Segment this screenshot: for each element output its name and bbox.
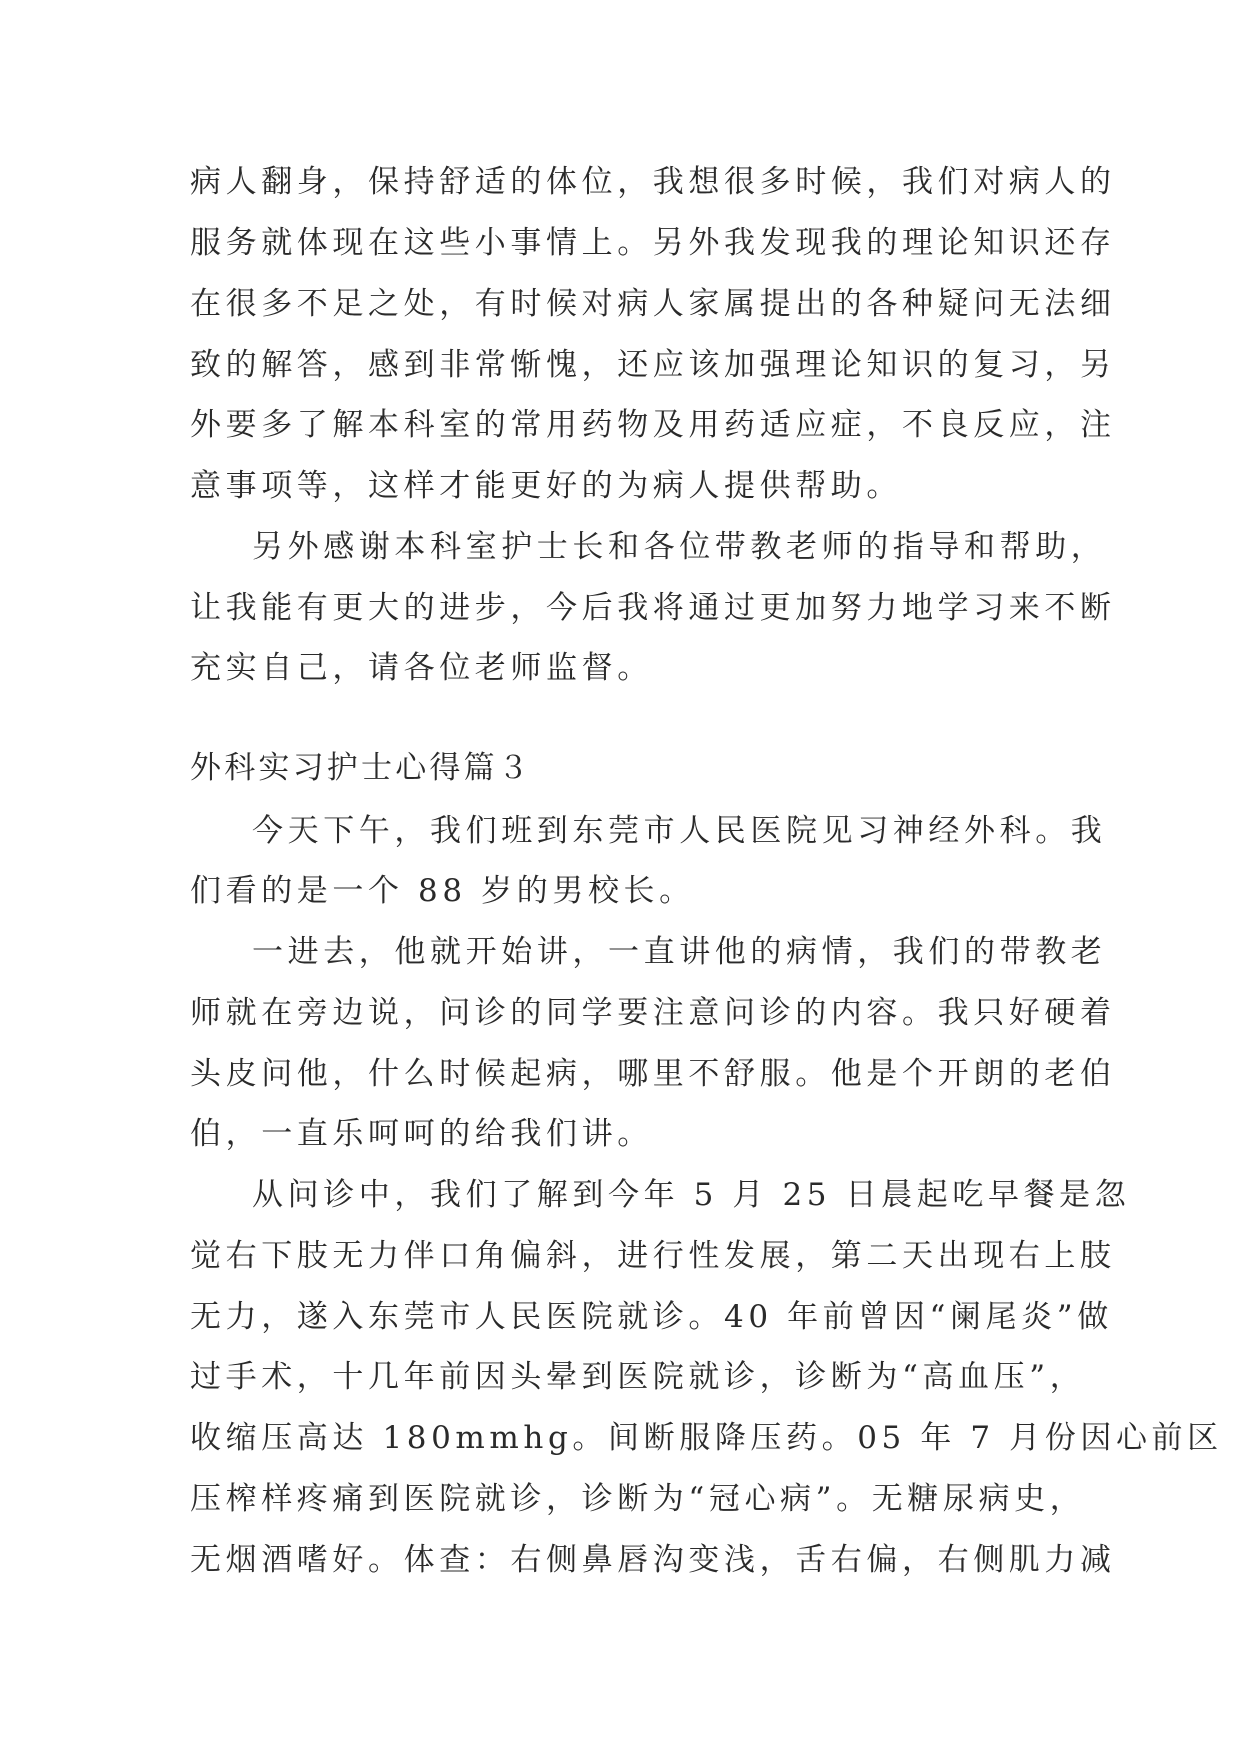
text-line: 从问诊中，我们了解到今年 5 月 25 日晨起吃早餐是忽 <box>252 1177 1131 1213</box>
text-line: 师就在旁边说，问诊的同学要注意问诊的内容。我只好硬着 <box>190 995 1116 1031</box>
text-line: 伯，一直乐呵呵的给我们讲。 <box>190 1116 653 1152</box>
text-line: 觉右下肢无力伴口角偏斜，进行性发展，第二天出现右上肢 <box>190 1238 1116 1274</box>
text-line: 无力，遂入东莞市人民医院就诊。40 年前曾因“阑尾炎”做 <box>190 1299 1113 1335</box>
text-line: 意事项等，这样才能更好的为病人提供帮助。 <box>190 468 902 504</box>
text-line: 头皮问他，什么时候起病，哪里不舒服。他是个开朗的老伯 <box>190 1056 1116 1092</box>
text-line: 外要多了解本科室的常用药物及用药适应症，不良反应，注 <box>190 407 1116 443</box>
text-line: 病人翻身，保持舒适的体位，我想很多时候，我们对病人的 <box>190 164 1116 200</box>
text-line: 今天下午，我们班到东莞市人民医院见习神经外科。我 <box>252 813 1107 849</box>
text-line: 收缩压高达 180mmhg。间断服降压药。05 年 7 月份因心前区 <box>190 1420 1223 1456</box>
text-line: 服务就体现在这些小事情上。另外我发现我的理论知识还存 <box>190 225 1116 261</box>
text-line: 在很多不足之处，有时候对病人家属提出的各种疑问无法细 <box>190 286 1116 322</box>
text-line: 另外感谢本科室护士长和各位带教老师的指导和帮助， <box>252 529 1107 565</box>
text-line: 无烟酒嗜好。体查：右侧鼻唇沟变浅，舌右偏，右侧肌力减 <box>190 1542 1116 1578</box>
text-line: 致的解答，感到非常惭愧，还应该加强理论知识的复习，另 <box>190 347 1116 383</box>
text-line: 一进去，他就开始讲，一直讲他的病情，我们的带教老 <box>252 934 1107 970</box>
text-line: 过手术，十几年前因头晕到医院就诊，诊断为“高血压”， <box>190 1359 1086 1395</box>
section-heading: 外科实习护士心得篇３ <box>190 750 532 786</box>
text-line: 们看的是一个 88 岁的男校长。 <box>190 873 695 909</box>
text-line: 压榨样疼痛到医院就诊，诊断为“冠心病”。无糖尿病史， <box>190 1481 1086 1517</box>
text-line: 充实自己，请各位老师监督。 <box>190 650 653 686</box>
text-line: 让我能有更大的进步，今后我将通过更加努力地学习来不断 <box>190 590 1116 626</box>
